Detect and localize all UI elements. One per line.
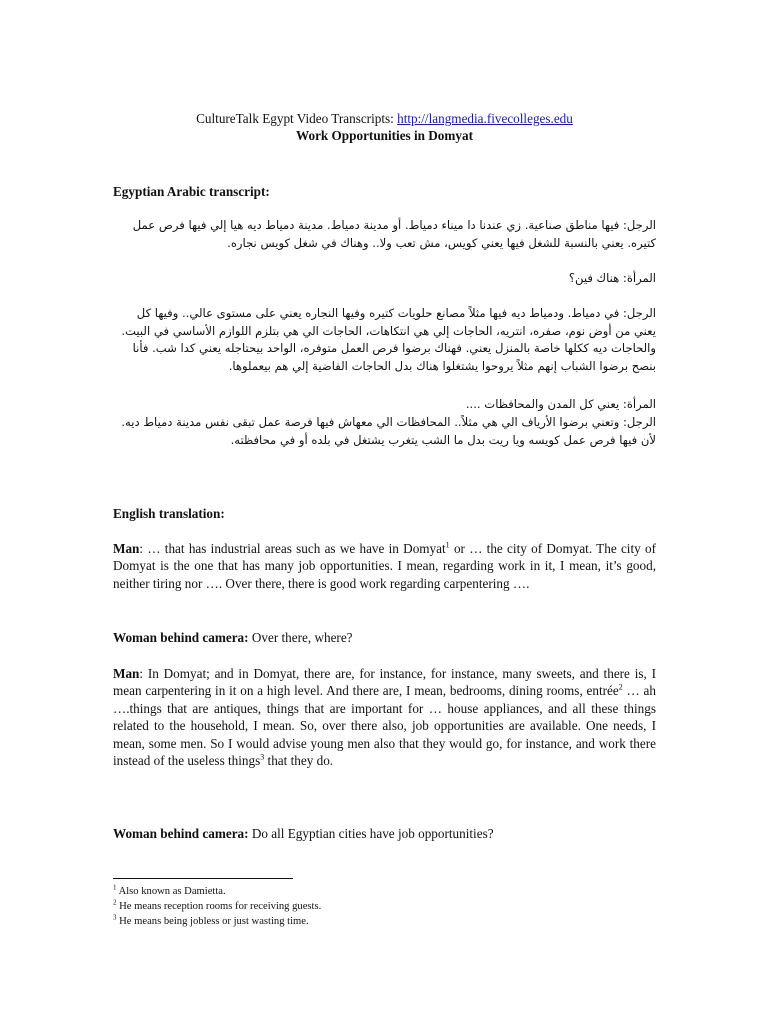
english-paragraph — [113, 629, 656, 646]
footnote-number: 3 — [113, 913, 117, 922]
english-section-heading: English translation: — [113, 506, 225, 521]
source-link[interactable]: http://langmedia.fivecolleges.edu — [397, 111, 573, 126]
paragraph-text: Do all Egyptian cities have job opportunities? — [248, 826, 494, 841]
footnote-ref[interactable]: 1 — [445, 540, 450, 550]
footnote-ref[interactable]: 3 — [260, 752, 265, 762]
footnote — [113, 884, 656, 899]
english-paragraph — [113, 665, 656, 769]
footnote — [113, 899, 656, 914]
footnote-text: Also known as Damietta. — [116, 886, 226, 897]
arabic-paragraph: المرأة: هناك فين؟ — [568, 271, 656, 285]
footnote-separator — [113, 878, 293, 879]
footnote — [113, 914, 656, 929]
document-title: Work Opportunities in Domyat — [296, 128, 473, 144]
english-paragraph — [113, 825, 656, 842]
speaker-label: Woman behind camera: — [113, 630, 249, 645]
paragraph-text: Over there, where? — [248, 630, 353, 645]
document-header — [113, 110, 656, 145]
arabic-paragraph: الرجل: وتعني برضوا الأرياف الي هي مثلاً.. المحافظات الي معهاش فيها فرصة عمل تبقى نفس مدينة دمياط ديه. لأن فيها فرص عمل كويسه ويا ريت بدل ما الشب يتغرب يشتغل في بلده أو في محافظته. — [121, 415, 656, 447]
english-paragraph — [113, 540, 656, 592]
footnote-text: He means reception rooms for receiving guests. — [116, 901, 322, 912]
speaker-label: Man — [113, 541, 140, 556]
paragraph-text: : In Domyat; and in Domyat, there are, for instance, for instance, many sweets, and there is, I mean carpentering in it on a high level. And there are, I mean, bedrooms, dining rooms, entrée — [113, 666, 656, 699]
source-line — [113, 110, 656, 127]
arabic-paragraph: الرجل: فيها مناطق صناعية. زي عندنا دا ميناء دمياط. أو مدينة دمياط. مدينة دمياط ديه هيا إلي فيها فرص عمل كتيره. يعني بالنسبة للشغل فيها يعني كويس، مش تعب ولا.. وهناك في شغل كويس نجاره. — [132, 218, 656, 250]
arabic-paragraph: المرأة: يعني كل المدن والمحافظات .... — [465, 397, 656, 411]
arabic-paragraph: الرجل: في دمياط. ودمياط ديه فيها مثلاً مصانع حلويات كتيره وفيها النجاره يعني على مستوى عالي.. وفيها كل يعني من أوض نوم، صفره، انتريه، الحاجات إلي هي انتكاهات، الحاجات الي هي بتلزم اللوازم الأساسي في البيت. والحاجات ديه ككلها خاصة بالمنزل يعني. فهناك برضوا فرص العمل متوفره، الواحد بيحتاجله يعني كدا شب. فأنا بنصح برضوا الشباب إنهم مثلاً يروحوا يشتغلوا هناك بدل الحاجات الفاضية إلي هم بيعملوها. — [121, 306, 656, 373]
arabic-section-heading: Egyptian Arabic transcript: — [113, 184, 270, 199]
footnote-text: He means being jobless or just wasting time. — [116, 916, 309, 927]
speaker-label: Woman behind camera: — [113, 826, 249, 841]
paragraph-text: or … the city of Domyat. The city of Domyat is the one that has many job opportunities. I mean, regarding work in it, I mean, it’s good, neither tiring nor …. Over there, there is good work regarding carpentering …. — [113, 541, 656, 591]
footnote-number: 1 — [113, 883, 117, 892]
paragraph-text: that they do. — [264, 753, 334, 769]
source-prefix: CultureTalk Egypt Video Transcripts: — [196, 111, 398, 126]
paragraph-text: : … that has industrial areas such as we have in Domyat — [139, 541, 446, 556]
footnote-number: 2 — [113, 898, 117, 907]
speaker-label: Man — [113, 666, 140, 681]
footnotes — [113, 884, 656, 929]
footnote-ref[interactable]: 2 — [618, 683, 623, 693]
paragraph-text: … ah ….things that are antiques, things that are important for … house appliances, and all these things related to the household, I mean. So, over there also, job opportunities are available. One needs, I mean, some men. So I would advise young men also that they would go, for instance, and work there instead of the useless things — [113, 683, 656, 769]
